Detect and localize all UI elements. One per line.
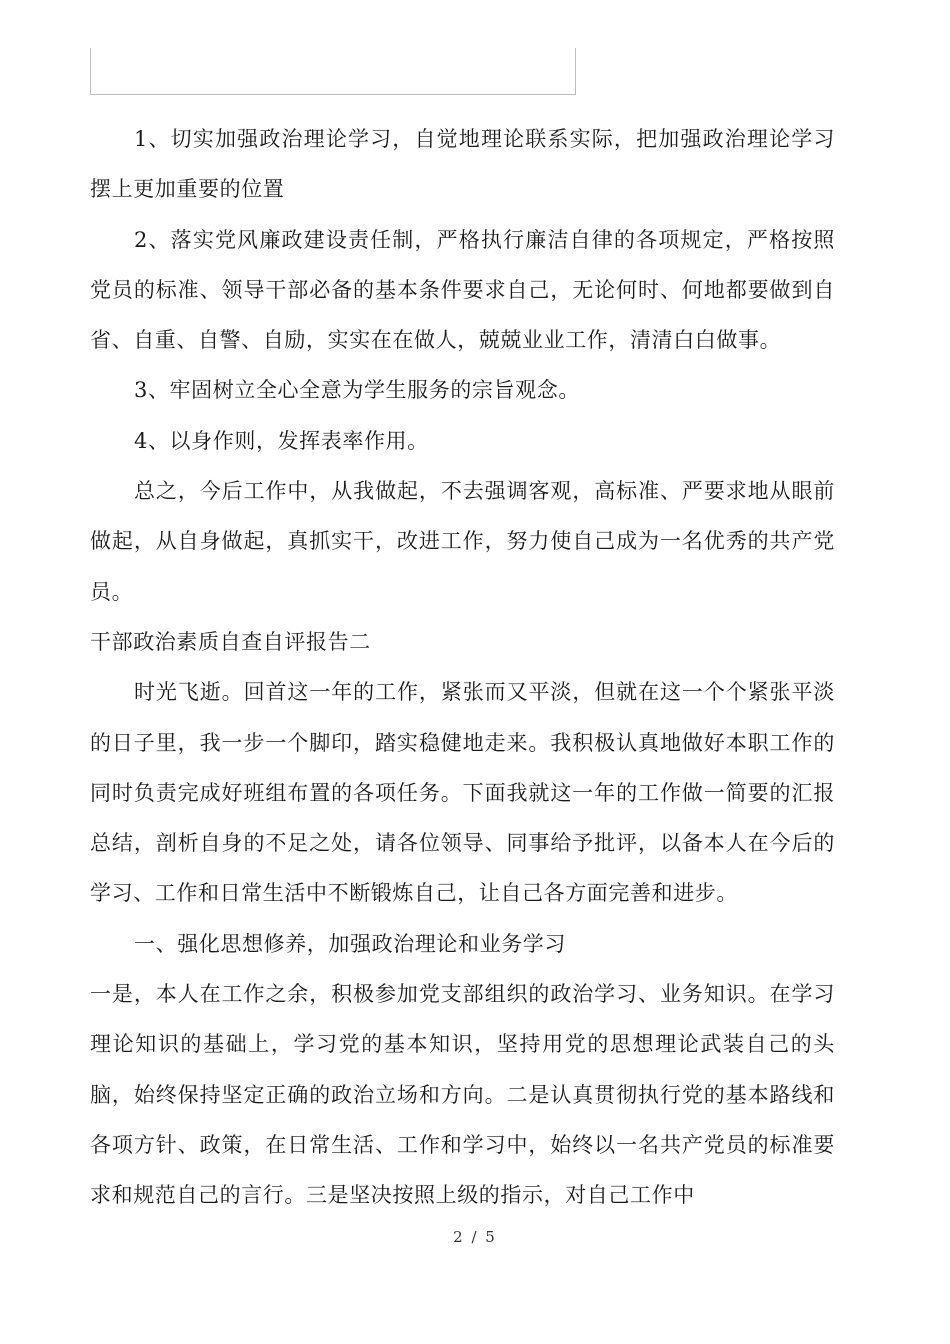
- document-body: [90, 114, 835, 1221]
- paragraph-intro: 时光飞逝。回首这一年的工作，紧张而又平淡，但就在这一个个紧张平淡的日子里，我一步一个脚印，踏实稳健地走来。我积极认真地做好本职工作的同时负责完成好班组布置的各项任务。下面我就这一年的工作做一简要的汇报总结，剖析自身的不足之处，请各位领导、同事给予批评，以备本人在今后的学习、工作和日常生活中不断锻炼自己，让自己各方面完善和进步。: [90, 680, 835, 906]
- paragraph-item-2: 2、落实党风廉政建设责任制，严格执行廉洁自律的各项规定，严格按照党员的标准、领导干部必备的基本条件要求自己，无论何时、何地都要做到自省、自重、自警、自励，实实在在做人，兢兢业业工作，清清白白做事。: [90, 227, 835, 353]
- section-heading: 干部政治素质自查自评报告二: [90, 629, 371, 654]
- table-fragment-border: [90, 48, 576, 95]
- paragraph-summary: 总之，今后工作中，从我做起，不去强调客观，高标准、严要求地从眼前做起，从自身做起，真抓实干，改进工作，努力使自己成为一名优秀的共产党员。: [90, 479, 835, 604]
- paragraph-item-4: 4、以身作则，发挥表率作用。: [134, 428, 429, 453]
- paragraph-study: 一是，本人在工作之余，积极参加党支部组织的政治学习、业务知识。在学习理论知识的基础上，学习党的基本知识，坚持用党的思想理论武装自己的头脑，始终保持坚定正确的政治立场和方向。二是认真贯彻执行党的基本路线和各项方针、政策，在日常生活、工作和学习中，始终以一名共产党员的标准要求和规范自己的言行。三是坚决按照上级的指示，对自己工作中: [90, 982, 835, 1208]
- paragraph-item-1: 1、切实加强政治理论学习，自觉地理论联系实际，把加强政治理论学习摆上更加重要的位置: [90, 127, 835, 202]
- page-number: 2 / 5: [453, 1228, 497, 1246]
- paragraph-item-3: 3、牢固树立全心全意为学生服务的宗旨观念。: [134, 378, 580, 403]
- subsection-heading: 一、强化思想修养，加强政治理论和业务学习: [134, 931, 566, 956]
